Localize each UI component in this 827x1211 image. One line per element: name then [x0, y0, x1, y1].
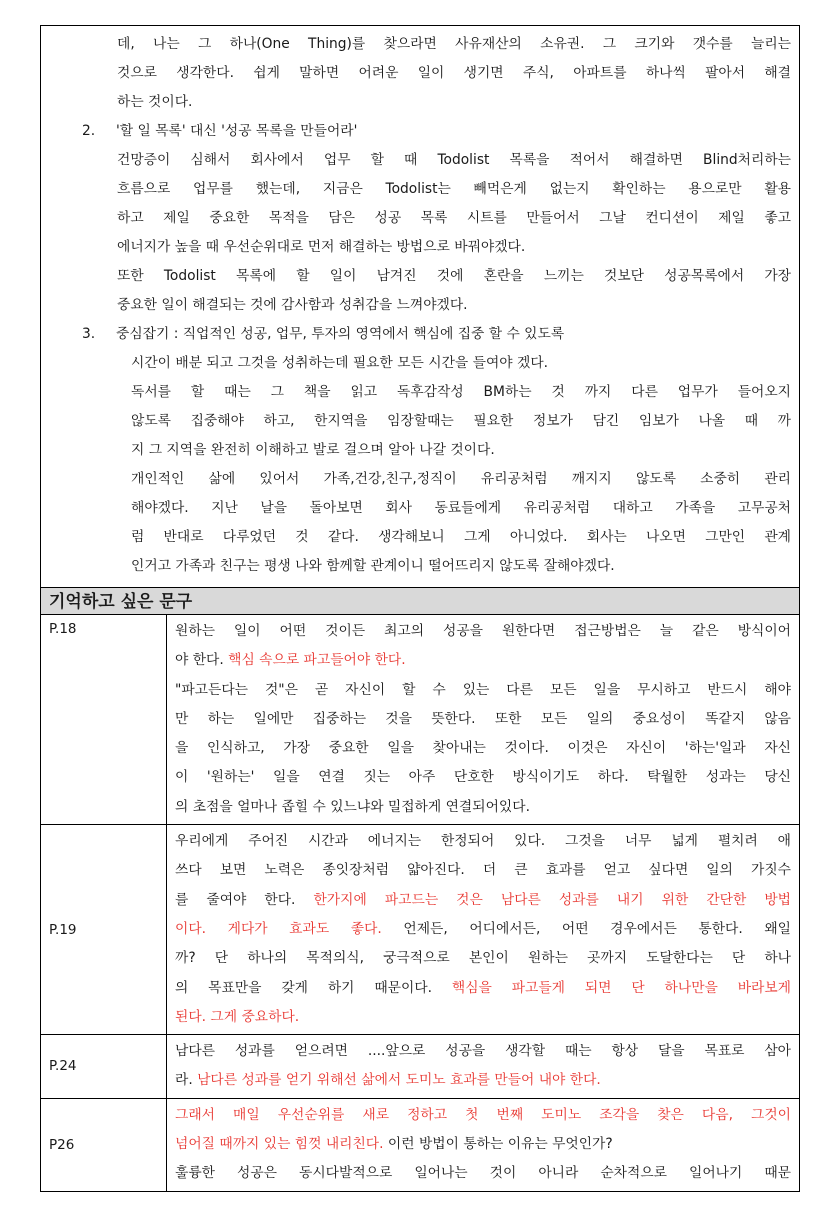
- plain-text: 라.: [175, 1072, 198, 1089]
- quote-line: [175, 734, 791, 763]
- notes-section: [41, 26, 799, 587]
- quote-line: [175, 1101, 791, 1130]
- plain-text: 쓰다 보면 노력은 종잇장처럼 얇아진다. 더 큰 효과를 얻고 싶다면 일의 가짓수: [175, 862, 791, 879]
- quote-line: [175, 793, 791, 822]
- quote-line: [175, 763, 791, 792]
- text-line: 또한 Todolist 목록에 할 일이 남겨진 것에 혼란을 느끼는 것보단 성공목록에서 가장: [117, 268, 791, 284]
- plain-text: 남다른 성과를 얻으려면 ....앞으로 성공을 생각할 때는 항상 달을 목표로 삼아: [175, 1043, 791, 1060]
- quote-line: [175, 944, 791, 973]
- quote-line: [175, 1003, 791, 1032]
- quote-line: [175, 827, 791, 856]
- page-ref: P26: [41, 1098, 167, 1190]
- plain-text: "파고든다는 것"은 곧 자신이 할 수 있는 다른 모든 일을 무시하고 반드시 해야: [175, 681, 791, 698]
- quote-line: [175, 676, 791, 705]
- text-line: 해야겠다. 지난 날을 돌아보면 회사 동료들에게 유리공처럼 대하고 가족을 고무공처: [131, 500, 791, 516]
- plain-text: 이런 방법이 통하는 이유는 무엇인가?: [383, 1136, 613, 1153]
- quote-row: [41, 1098, 799, 1190]
- text-line: 럼 반대로 다루었던 것 같다. 생각해보니 그게 아니었다. 회사는 나오면 그만인 관계: [131, 529, 791, 545]
- highlighted-text: 핵심 속으로 파고들어야 한다.: [228, 652, 406, 669]
- document-sheet: [40, 25, 800, 1192]
- page-ref: P.24: [41, 1035, 167, 1099]
- text-line: 것으로 생각한다. 쉽게 말하면 어려운 일이 생기면 주식, 아파트를 하나씩 팔아서 해결: [117, 65, 791, 81]
- quote-text: [167, 615, 800, 825]
- text-line: 흐름으로 업무를 했는데, 지금은 Todolist는 빼먹은게 없는지 확인하는 용으로만 활용: [117, 181, 791, 197]
- plain-text: 언제든, 어디에서든, 어떤 경우에서든 통한다. 왜일: [381, 920, 791, 937]
- highlighted-text: 한가지에 파고드는 것은 남다른 성과를 내기 위한 간단한 방법: [313, 891, 792, 908]
- quote-text: [167, 1035, 800, 1099]
- plain-text: 을 인식하고, 가장 중요한 일을 찾아내는 것이다. 이것은 자신이 '하는'일과 자신: [175, 740, 791, 757]
- quotes-table: [41, 615, 799, 1191]
- item-3-heading: [49, 320, 791, 349]
- highlighted-text: 핵심을 파고들게 되면 단 하나만을 바라보게: [451, 979, 791, 996]
- text-line: 데, 나는 그 하나(One Thing)를 찾으라면 사유재산의 소유권. 그 크기와 갯수를 늘리는: [117, 36, 791, 52]
- item-3-body: [49, 349, 791, 581]
- text-line: 시간이 배분 되고 그것을 성취하는데 필요한 모든 시간을 들여야 겠다.: [131, 355, 549, 371]
- text-line: 건망증이 심해서 회사에서 업무 할 때 Todolist 목록을 적어서 해결하면 Blind처리하는: [117, 152, 791, 168]
- quote-line: [175, 1159, 791, 1188]
- plain-text: 를 줄여야 한다.: [175, 891, 314, 908]
- plain-text: 훌륭한 성공은 동시다발적으로 일어나는 것이 아니라 순차적으로 일어나기 때문: [175, 1165, 791, 1182]
- text-line: 하는 것이다.: [117, 94, 193, 110]
- quote-line: [175, 915, 791, 944]
- text-line: 하고 제일 중요한 목적을 담은 성공 목록 시트를 만들어서 그날 컨디션이 제일 좋고: [117, 210, 791, 226]
- plain-text: 우리에게 주어진 시간과 에너지는 한정되어 있다. 그것을 너무 넓게 펼치려 애: [175, 833, 791, 850]
- quote-line: [175, 617, 791, 646]
- page-ref: P.19: [41, 825, 167, 1035]
- plain-text: 만 하는 일에만 집중하는 것을 뜻한다. 또한 모든 일의 중요성이 똑같지 않음: [175, 710, 791, 727]
- plain-text: 원하는 일이 어떤 것이든 최고의 성공을 원한다면 접근방법은 늘 같은 방식이어: [175, 623, 791, 639]
- text-line: 독서를 할 때는 그 책을 읽고 독후감작성 BM하는 것 까지 다른 업무가 들어오지: [131, 384, 791, 400]
- section-heading: 기억하고 싶은 문구: [41, 587, 799, 615]
- item-2-title: '할 일 목록' 대신 '성공 목록을 만들어라': [116, 123, 358, 139]
- text-line: 중요한 일이 해결되는 것에 감사함과 성취감을 느껴야겠다.: [117, 297, 468, 313]
- text-line: 지 그 지역을 완전히 이해하고 발로 걸으며 알아 나갈 것이다.: [131, 442, 495, 458]
- quote-line: [175, 886, 791, 915]
- quote-line: [175, 974, 791, 1003]
- quote-line: [175, 646, 791, 675]
- highlighted-text: 된다. 그게 중요하다.: [175, 1008, 300, 1025]
- highlighted-text: 그래서 매일 우선순위를 새로 정하고 첫 번째 도미노 조각을 찾은 다음, 그것이: [175, 1106, 791, 1123]
- quote-row: [41, 615, 799, 825]
- plain-text: 의 초점을 얼마나 좁힐 수 있느냐와 밀접하게 연결되어있다.: [175, 798, 530, 815]
- highlighted-text: 남다른 성과를 얻기 위해선 삶에서 도미노 효과를 만들어 내야 한다.: [197, 1072, 601, 1089]
- plain-text: 야 한다.: [175, 652, 229, 669]
- intro-paragraph: [49, 30, 791, 117]
- quote-row: [41, 1035, 799, 1099]
- item-3-number: 3.: [82, 326, 96, 342]
- item-3-title: 중심잡기 : 직업적인 성공, 업무, 투자의 영역에서 핵심에 집중 할 수 있도록: [116, 326, 565, 342]
- quote-row: [41, 825, 799, 1035]
- text-line: 않도록 집중해야 하고, 한지역을 임장할때는 필요한 정보가 담긴 임보가 나올 때 까: [131, 413, 791, 429]
- quote-line: [175, 1037, 791, 1066]
- item-2-body: [49, 146, 791, 320]
- plain-text: 의 목표만을 갖게 하기 때문이다.: [175, 979, 452, 996]
- text-line: 개인적인 삶에 있어서 가족,건강,친구,정직이 유리공처럼 깨지지 않도록 소중히 관리: [131, 471, 791, 487]
- highlighted-text: 이다. 게다가 효과도 좋다.: [175, 920, 382, 937]
- quote-line: [175, 1066, 791, 1095]
- text-line: 인거고 가족과 친구는 평생 나와 함께할 관계이니 떨어뜨리지 않도록 잘해야겠다.: [131, 558, 615, 574]
- quote-text: [167, 825, 800, 1035]
- quote-line: [175, 705, 791, 734]
- item-2-heading: [49, 117, 791, 146]
- plain-text: 까? 단 하나의 목적의식, 궁극적으로 본인이 원하는 곳까지 도달한다는 단 하나: [175, 950, 791, 967]
- quote-line: [175, 1130, 791, 1159]
- page-ref: P.18: [41, 615, 167, 825]
- highlighted-text: 넘어질 때까지 있는 힘껏 내리친다.: [175, 1136, 384, 1153]
- plain-text: 이 '원하는' 일을 연결 짓는 아주 단호한 방식이기도 하다. 탁월한 성과는 당신: [175, 769, 791, 786]
- text-line: 에너지가 높을 때 우선순위대로 먼저 해결하는 방법으로 바꿔야겠다.: [117, 239, 526, 255]
- quote-text: [167, 1098, 800, 1190]
- item-2-number: 2.: [82, 123, 96, 139]
- quote-line: [175, 856, 791, 885]
